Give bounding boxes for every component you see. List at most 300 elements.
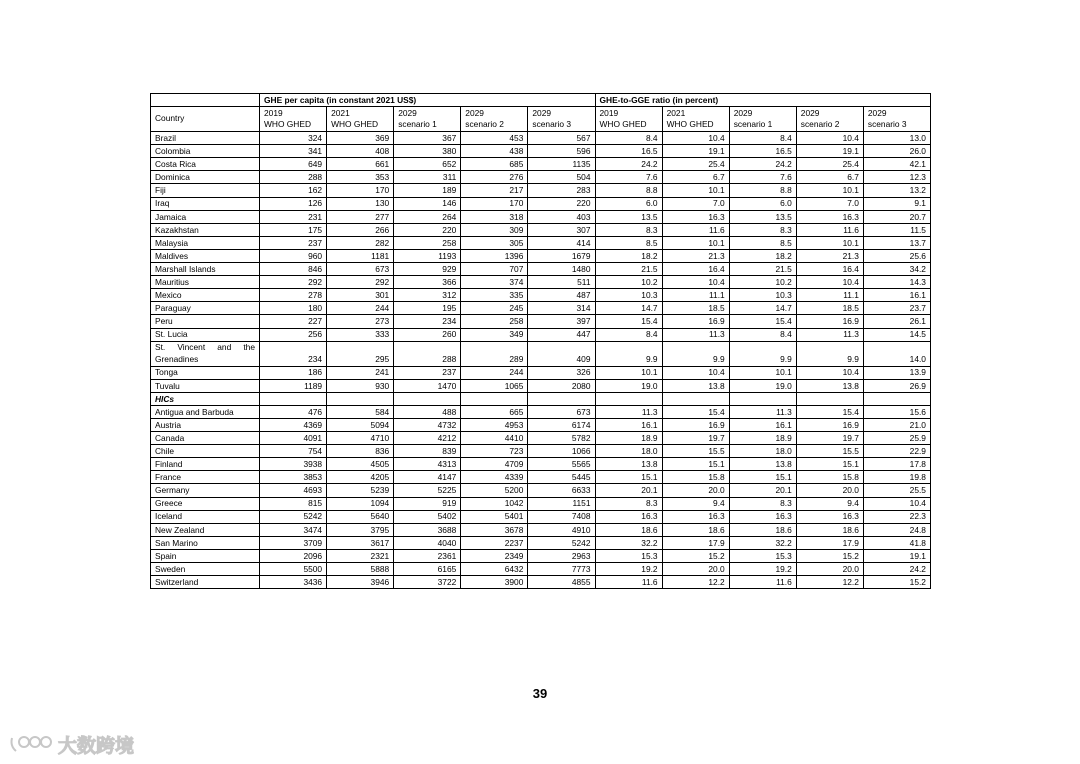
country-cell: Antigua and Barbuda — [151, 405, 260, 418]
table-row — [151, 484, 931, 497]
header-subcol-year: 2019 — [264, 107, 283, 118]
value-cell: 237 — [260, 236, 327, 249]
value-cell — [260, 392, 327, 405]
value-cell: 264 — [394, 210, 461, 223]
value-cell: 11.6 — [796, 223, 863, 236]
value-cell: 42.1 — [863, 158, 930, 171]
value-cell: 11.5 — [863, 223, 930, 236]
value-cell: 6.0 — [729, 197, 796, 210]
value-cell: 4369 — [260, 418, 327, 431]
value-cell: 4709 — [461, 458, 528, 471]
value-cell: 258 — [461, 315, 528, 328]
value-cell: 7.0 — [796, 197, 863, 210]
header-subcol — [595, 107, 662, 132]
value-cell: 18.0 — [729, 445, 796, 458]
value-cell: 438 — [461, 145, 528, 158]
header-subcol-year: 2029 — [465, 107, 484, 118]
value-cell: 335 — [461, 289, 528, 302]
value-cell: 1094 — [327, 497, 394, 510]
value-cell: 16.3 — [595, 510, 662, 523]
table-row — [151, 132, 931, 145]
table-row — [151, 276, 931, 289]
value-cell: 8.4 — [729, 132, 796, 145]
country-cell: Tuvalu — [151, 379, 260, 392]
table-row — [151, 302, 931, 315]
value-cell: 9.4 — [796, 497, 863, 510]
value-cell: 3617 — [327, 536, 394, 549]
value-cell: 15.5 — [662, 445, 729, 458]
country-cell: Colombia — [151, 145, 260, 158]
value-cell: 1066 — [528, 445, 595, 458]
country-cell: Brazil — [151, 132, 260, 145]
country-cell: Dominica — [151, 171, 260, 184]
value-cell: 14.5 — [863, 328, 930, 341]
header-country: Country — [151, 107, 260, 132]
value-cell: 288 — [394, 341, 461, 366]
table-row — [151, 549, 931, 562]
value-cell: 353 — [327, 171, 394, 184]
value-cell: 8.8 — [595, 184, 662, 197]
value-cell: 21.3 — [796, 249, 863, 262]
value-cell: 18.6 — [662, 523, 729, 536]
value-cell: 8.5 — [729, 236, 796, 249]
value-cell: 3678 — [461, 523, 528, 536]
value-cell: 919 — [394, 497, 461, 510]
value-cell: 20.1 — [729, 484, 796, 497]
value-cell: 18.9 — [595, 432, 662, 445]
value-cell: 24.2 — [729, 158, 796, 171]
value-cell: 5500 — [260, 563, 327, 576]
value-cell: 17.9 — [796, 536, 863, 549]
brand-logo-icon — [8, 732, 54, 756]
header-subcol-year: 2029 — [398, 107, 417, 118]
value-cell: 19.2 — [729, 563, 796, 576]
table-row — [151, 418, 931, 431]
value-cell: 366 — [394, 276, 461, 289]
header-blank — [151, 94, 260, 107]
country-cell: Sweden — [151, 563, 260, 576]
value-cell: 13.8 — [662, 379, 729, 392]
table-row — [151, 263, 931, 276]
value-cell: 2096 — [260, 549, 327, 562]
value-cell: 13.8 — [595, 458, 662, 471]
value-cell: 18.0 — [595, 445, 662, 458]
value-cell: 5402 — [394, 510, 461, 523]
value-cell: 4505 — [327, 458, 394, 471]
watermark-text: 大数跨境 — [58, 734, 135, 757]
country-cell: Greece — [151, 497, 260, 510]
header-ghe-per-capita: GHE per capita (in constant 2021 US$) — [260, 94, 596, 107]
value-cell: 673 — [528, 405, 595, 418]
value-cell: 5445 — [528, 471, 595, 484]
value-cell: 3722 — [394, 576, 461, 589]
value-cell: 3795 — [327, 523, 394, 536]
table-row — [151, 341, 931, 366]
header-subcol-source: WHO GHED — [599, 119, 647, 130]
value-cell: 21.0 — [863, 418, 930, 431]
value-cell: 15.8 — [662, 471, 729, 484]
value-cell: 839 — [394, 445, 461, 458]
value-cell: 10.4 — [662, 132, 729, 145]
header-subcol — [729, 107, 796, 132]
value-cell: 1042 — [461, 497, 528, 510]
value-cell: 10.4 — [662, 276, 729, 289]
table-row — [151, 184, 931, 197]
value-cell: 324 — [260, 132, 327, 145]
table-row — [151, 366, 931, 379]
value-cell: 34.2 — [863, 263, 930, 276]
value-cell: 10.2 — [729, 276, 796, 289]
value-cell: 15.6 — [863, 405, 930, 418]
value-cell: 1151 — [528, 497, 595, 510]
country-cell: Marshall Islands — [151, 263, 260, 276]
value-cell: 930 — [327, 379, 394, 392]
value-cell: 5565 — [528, 458, 595, 471]
value-cell: 4855 — [528, 576, 595, 589]
value-cell: 32.2 — [729, 536, 796, 549]
value-cell: 18.6 — [729, 523, 796, 536]
value-cell: 567 — [528, 132, 595, 145]
value-cell: 10.4 — [796, 276, 863, 289]
header-subcol-year: 2029 — [800, 107, 820, 118]
value-cell: 11.1 — [796, 289, 863, 302]
value-cell: 5200 — [461, 484, 528, 497]
value-cell: 408 — [327, 145, 394, 158]
value-cell: 341 — [260, 145, 327, 158]
value-cell: 26.9 — [863, 379, 930, 392]
value-cell: 217 — [461, 184, 528, 197]
value-cell: 21.5 — [729, 263, 796, 276]
header-subcol — [461, 107, 528, 132]
value-cell — [528, 392, 595, 405]
value-cell: 15.3 — [729, 549, 796, 562]
value-cell: 1470 — [394, 379, 461, 392]
header-subcol — [327, 107, 394, 132]
value-cell: 374 — [461, 276, 528, 289]
value-cell: 380 — [394, 145, 461, 158]
country-cell: Tonga — [151, 366, 260, 379]
value-cell: 170 — [327, 184, 394, 197]
value-cell: 7.0 — [662, 197, 729, 210]
value-cell: 266 — [327, 223, 394, 236]
value-cell: 10.1 — [662, 184, 729, 197]
value-cell: 20.0 — [796, 563, 863, 576]
value-cell: 292 — [260, 276, 327, 289]
value-cell: 504 — [528, 171, 595, 184]
value-cell: 11.6 — [662, 223, 729, 236]
value-cell: 20.0 — [796, 484, 863, 497]
value-cell: 15.2 — [796, 549, 863, 562]
value-cell: 8.4 — [595, 328, 662, 341]
header-subcol — [394, 107, 461, 132]
value-cell: 16.1 — [595, 418, 662, 431]
value-cell: 11.3 — [595, 405, 662, 418]
value-cell: 5640 — [327, 510, 394, 523]
value-cell: 16.3 — [796, 510, 863, 523]
header-subcol-year: 2021 — [666, 107, 686, 118]
country-cell: Paraguay — [151, 302, 260, 315]
table-row — [151, 471, 931, 484]
value-cell: 403 — [528, 210, 595, 223]
value-cell: 511 — [528, 276, 595, 289]
value-cell: 283 — [528, 184, 595, 197]
value-cell: 16.9 — [662, 418, 729, 431]
table-row — [151, 458, 931, 471]
value-cell: 4212 — [394, 432, 461, 445]
value-cell: 8.4 — [595, 132, 662, 145]
header-subcol-year: 2029 — [532, 107, 552, 118]
value-cell: 19.8 — [863, 471, 930, 484]
value-cell: 11.3 — [662, 328, 729, 341]
value-cell: 18.2 — [595, 249, 662, 262]
table-row — [151, 210, 931, 223]
value-cell: 256 — [260, 328, 327, 341]
table-row — [151, 145, 931, 158]
value-cell: 685 — [461, 158, 528, 171]
value-cell: 4205 — [327, 471, 394, 484]
value-cell: 245 — [461, 302, 528, 315]
value-cell: 19.7 — [796, 432, 863, 445]
value-cell: 4732 — [394, 418, 461, 431]
value-cell: 13.5 — [595, 210, 662, 223]
value-cell: 2361 — [394, 549, 461, 562]
header-subcol-source: WHO GHED — [331, 119, 379, 130]
country-cell: Iraq — [151, 197, 260, 210]
value-cell: 18.9 — [729, 432, 796, 445]
value-cell: 10.1 — [662, 236, 729, 249]
value-cell: 19.0 — [595, 379, 662, 392]
country-cell: Austria — [151, 418, 260, 431]
value-cell: 10.4 — [662, 366, 729, 379]
value-cell: 1065 — [461, 379, 528, 392]
value-cell: 16.5 — [729, 145, 796, 158]
value-cell: 15.5 — [796, 445, 863, 458]
value-cell: 241 — [327, 366, 394, 379]
value-cell: 10.1 — [729, 366, 796, 379]
value-cell: 3900 — [461, 576, 528, 589]
value-cell: 15.2 — [662, 549, 729, 562]
page-number: 39 — [532, 686, 548, 701]
value-cell: 8.5 — [595, 236, 662, 249]
header-subcol — [796, 107, 863, 132]
country-cell: Finland — [151, 458, 260, 471]
value-cell: 3853 — [260, 471, 327, 484]
value-cell: 8.3 — [595, 497, 662, 510]
value-cell: 26.1 — [863, 315, 930, 328]
table-row — [151, 223, 931, 236]
table-row — [151, 249, 931, 262]
table-row — [151, 576, 931, 589]
value-cell: 16.1 — [729, 418, 796, 431]
table-row — [151, 536, 931, 549]
value-cell: 649 — [260, 158, 327, 171]
value-cell — [863, 392, 930, 405]
value-cell: 5888 — [327, 563, 394, 576]
value-cell: 369 — [327, 132, 394, 145]
value-cell: 273 — [327, 315, 394, 328]
value-cell: 258 — [394, 236, 461, 249]
value-cell: 447 — [528, 328, 595, 341]
country-cell: Kazakhstan — [151, 223, 260, 236]
value-cell: 19.2 — [595, 563, 662, 576]
header-subcol-source: scenario 2 — [800, 119, 840, 130]
header-subcol-source: scenario 1 — [398, 119, 437, 130]
value-cell: 326 — [528, 366, 595, 379]
table-row — [151, 171, 931, 184]
value-cell: 14.7 — [595, 302, 662, 315]
value-cell: 19.0 — [729, 379, 796, 392]
value-cell: 26.0 — [863, 145, 930, 158]
value-cell: 305 — [461, 236, 528, 249]
value-cell: 307 — [528, 223, 595, 236]
value-cell: 301 — [327, 289, 394, 302]
value-cell — [796, 392, 863, 405]
value-cell: 6.7 — [662, 171, 729, 184]
value-cell: 15.4 — [662, 405, 729, 418]
value-cell: 4410 — [461, 432, 528, 445]
header-subcol-source: WHO GHED — [666, 119, 714, 130]
value-cell: 18.6 — [796, 523, 863, 536]
header-subcol-source: scenario 2 — [465, 119, 504, 130]
table-row — [151, 523, 931, 536]
value-cell: 12.3 — [863, 171, 930, 184]
value-cell: 3946 — [327, 576, 394, 589]
value-cell: 8.3 — [729, 497, 796, 510]
value-cell: 25.9 — [863, 432, 930, 445]
table-row — [151, 197, 931, 210]
value-cell: 1135 — [528, 158, 595, 171]
value-cell: 9.9 — [729, 341, 796, 366]
country-cell: Costa Rica — [151, 158, 260, 171]
value-cell — [394, 392, 461, 405]
value-cell: 21.5 — [595, 263, 662, 276]
value-cell: 220 — [528, 197, 595, 210]
value-cell: 15.1 — [595, 471, 662, 484]
value-cell: 260 — [394, 328, 461, 341]
value-cell: 24.2 — [595, 158, 662, 171]
value-cell: 487 — [528, 289, 595, 302]
value-cell: 162 — [260, 184, 327, 197]
group-row — [151, 392, 931, 405]
value-cell: 292 — [327, 276, 394, 289]
value-cell: 309 — [461, 223, 528, 236]
value-cell: 234 — [394, 315, 461, 328]
value-cell: 13.0 — [863, 132, 930, 145]
table-row — [151, 236, 931, 249]
value-cell: 15.1 — [729, 471, 796, 484]
value-cell: 282 — [327, 236, 394, 249]
value-cell: 21.3 — [662, 249, 729, 262]
table-body — [151, 132, 931, 589]
value-cell: 189 — [394, 184, 461, 197]
value-cell: 13.9 — [863, 366, 930, 379]
value-cell: 20.7 — [863, 210, 930, 223]
value-cell: 277 — [327, 210, 394, 223]
table-row — [151, 158, 931, 171]
value-cell: 10.1 — [796, 236, 863, 249]
value-cell: 8.4 — [729, 328, 796, 341]
value-cell: 397 — [528, 315, 595, 328]
value-cell: 6.7 — [796, 171, 863, 184]
value-cell: 1181 — [327, 249, 394, 262]
value-cell: 16.9 — [796, 315, 863, 328]
value-cell: 754 — [260, 445, 327, 458]
country-cell: Malaysia — [151, 236, 260, 249]
table-row — [151, 328, 931, 341]
value-cell: 276 — [461, 171, 528, 184]
value-cell: 9.9 — [662, 341, 729, 366]
country-cell: Canada — [151, 432, 260, 445]
value-cell: 288 — [260, 171, 327, 184]
value-cell: 8.8 — [729, 184, 796, 197]
value-cell: 16.3 — [729, 510, 796, 523]
value-cell: 15.3 — [595, 549, 662, 562]
value-cell: 3709 — [260, 536, 327, 549]
country-cell: Mauritius — [151, 276, 260, 289]
table-row — [151, 379, 931, 392]
value-cell: 5225 — [394, 484, 461, 497]
data-table — [150, 93, 931, 589]
value-cell: 453 — [461, 132, 528, 145]
value-cell: 2080 — [528, 379, 595, 392]
value-cell: 231 — [260, 210, 327, 223]
value-cell — [729, 392, 796, 405]
value-cell: 476 — [260, 405, 327, 418]
value-cell: 6432 — [461, 563, 528, 576]
value-cell: 4091 — [260, 432, 327, 445]
value-cell: 22.9 — [863, 445, 930, 458]
value-cell: 15.4 — [595, 315, 662, 328]
value-cell: 10.4 — [863, 497, 930, 510]
value-cell: 170 — [461, 197, 528, 210]
value-cell: 25.4 — [662, 158, 729, 171]
value-cell: 13.2 — [863, 184, 930, 197]
value-cell: 278 — [260, 289, 327, 302]
value-cell: 7.6 — [595, 171, 662, 184]
value-cell: 244 — [327, 302, 394, 315]
value-cell: 8.3 — [729, 223, 796, 236]
value-cell: 5094 — [327, 418, 394, 431]
value-cell: 17.9 — [662, 536, 729, 549]
value-cell: 665 — [461, 405, 528, 418]
value-cell: 19.1 — [796, 145, 863, 158]
value-cell: 367 — [394, 132, 461, 145]
country-cell: Maldives — [151, 249, 260, 262]
country-cell: Switzerland — [151, 576, 260, 589]
value-cell: 318 — [461, 210, 528, 223]
value-cell: 20.1 — [595, 484, 662, 497]
value-cell: 16.1 — [863, 289, 930, 302]
value-cell: 23.7 — [863, 302, 930, 315]
value-cell: 652 — [394, 158, 461, 171]
value-cell: 234 — [260, 341, 327, 366]
value-cell: 9.9 — [796, 341, 863, 366]
country-cell: St. Lucia — [151, 328, 260, 341]
header-ghe-to-gge-ratio: GHE-to-GGE ratio (in percent) — [595, 94, 930, 107]
value-cell: 846 — [260, 263, 327, 276]
value-cell: 295 — [327, 341, 394, 366]
value-cell: 7.6 — [729, 171, 796, 184]
value-cell: 3436 — [260, 576, 327, 589]
country-cell: Germany — [151, 484, 260, 497]
value-cell: 244 — [461, 366, 528, 379]
country-cell: New Zealand — [151, 523, 260, 536]
country-cell: San Marino — [151, 536, 260, 549]
value-cell: 16.3 — [662, 210, 729, 223]
value-cell: 11.3 — [796, 328, 863, 341]
value-cell: 6165 — [394, 563, 461, 576]
value-cell: 5401 — [461, 510, 528, 523]
